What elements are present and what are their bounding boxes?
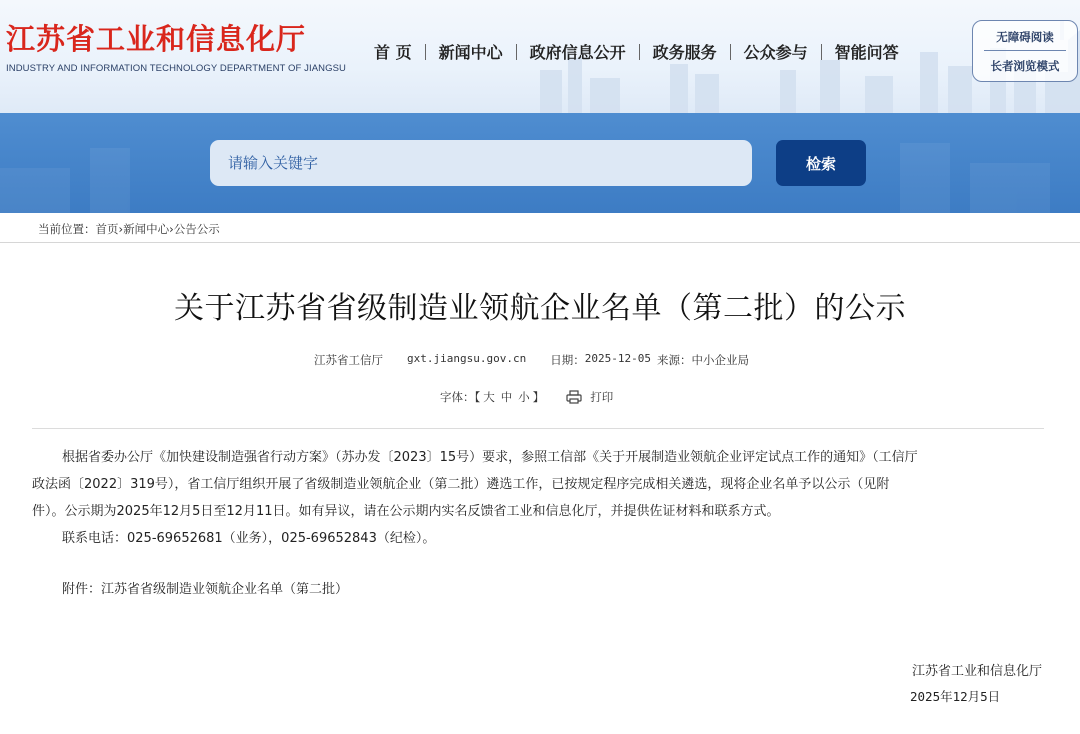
barrier-free-button[interactable]: 无障碍阅读 bbox=[996, 30, 1054, 44]
signature-date: 2025年12月5日 bbox=[910, 689, 1001, 704]
article-date: 2025-12-05 bbox=[584, 352, 651, 365]
breadcrumb-separator: › bbox=[118, 222, 124, 236]
signature-org: 江苏省工业和信息化厅 bbox=[911, 664, 1042, 679]
nav-divider bbox=[821, 44, 822, 60]
body-line: 政法函〔2022〕319号），省工信厅组织开展了省级制造业领航企业（第二批）遴选工作，已按规定程序完成相关遴选，现将企业名单予以公示（见附 bbox=[32, 477, 890, 492]
font-size-small[interactable]: 小 bbox=[518, 390, 530, 404]
nav-smart-qa[interactable]: 智能问答 bbox=[834, 43, 899, 62]
font-size-large[interactable]: 大 bbox=[483, 390, 495, 404]
nav-gov-info[interactable]: 政府信息公开 bbox=[529, 43, 626, 62]
nav-divider bbox=[425, 44, 426, 60]
font-size-medium[interactable]: 中 bbox=[500, 390, 513, 404]
nav-news-center[interactable]: 新闻中心 bbox=[438, 43, 503, 62]
print-button[interactable] bbox=[566, 389, 613, 405]
nav-divider bbox=[730, 44, 731, 60]
article-body bbox=[32, 444, 1044, 552]
breadcrumb-announcements[interactable]: 公告公示 bbox=[173, 222, 220, 236]
nav-divider bbox=[639, 44, 640, 60]
attachment-link[interactable]: 附件：江苏省省级制造业领航企业名单（第二批） bbox=[62, 582, 349, 597]
breadcrumb-news-center[interactable]: 新闻中心 bbox=[123, 222, 170, 236]
breadcrumb bbox=[38, 221, 220, 237]
print-label: 打印 bbox=[590, 390, 614, 404]
site-logo[interactable] bbox=[6, 22, 346, 74]
search-input[interactable] bbox=[210, 140, 752, 186]
article-title: 关于江苏省省级制造业领航企业名单（第二批）的公示 bbox=[174, 291, 906, 326]
contact-line: 联系电话：025-69652681（业务），025-69652843（纪检）。 bbox=[62, 531, 436, 546]
search-button[interactable]: 检索 bbox=[776, 140, 866, 186]
article-source-url: gxt.jiangsu.gov.cn bbox=[407, 352, 527, 365]
breadcrumb-home[interactable]: 首页 bbox=[95, 222, 119, 236]
nav-gov-services[interactable]: 政务服务 bbox=[652, 43, 717, 62]
breadcrumb-separator: › bbox=[169, 222, 174, 236]
font-size-label: 字体：【 bbox=[440, 390, 481, 404]
body-line: 件）。公示期为2025年12月5日至12月11日。如有异议，请在公示期内实名反馈省工业和信息化厅，并提供佐证材料和联系方式。 bbox=[32, 504, 780, 519]
font-size-controls bbox=[440, 389, 613, 405]
nav-home[interactable]: 首 页 bbox=[374, 43, 412, 62]
breadcrumb-prefix: 当前位置： bbox=[38, 222, 96, 236]
accessibility-panel bbox=[972, 20, 1078, 82]
body-line: 根据省委办公厅《加快建设制造强省行动方案》（苏办发〔2023〕15号）要求，参照工信部《关于开展制造业领航企业评定试点工作的通知》（工信厅 bbox=[62, 450, 918, 465]
site-header bbox=[0, 0, 1080, 113]
nav-divider bbox=[516, 44, 517, 60]
content-divider bbox=[32, 428, 1044, 429]
nav-public-participation[interactable]: 公众参与 bbox=[743, 43, 808, 62]
accessibility-divider bbox=[984, 50, 1066, 51]
article-meta bbox=[314, 352, 749, 368]
article-date-label: 日期： bbox=[550, 353, 585, 367]
search-banner bbox=[0, 113, 1080, 213]
breadcrumb-divider bbox=[0, 242, 1080, 243]
article-source-org: 江苏省工信厅 bbox=[314, 353, 383, 367]
printer-icon bbox=[566, 390, 582, 404]
article-paragraph bbox=[32, 444, 1044, 471]
elder-mode-button[interactable]: 长者浏览模式 bbox=[990, 59, 1060, 73]
article-origin-label: 来源： bbox=[656, 353, 692, 367]
main-nav bbox=[374, 40, 899, 63]
site-name-en: INDUSTRY AND INFORMATION TECHNOLOGY DEPARTMENT OF JIANGSU bbox=[6, 63, 347, 74]
article-origin: 中小企业局 bbox=[691, 353, 749, 367]
site-name-cn: 江苏省工业和信息化厅 bbox=[6, 22, 307, 56]
font-size-close: 】 bbox=[532, 390, 545, 404]
